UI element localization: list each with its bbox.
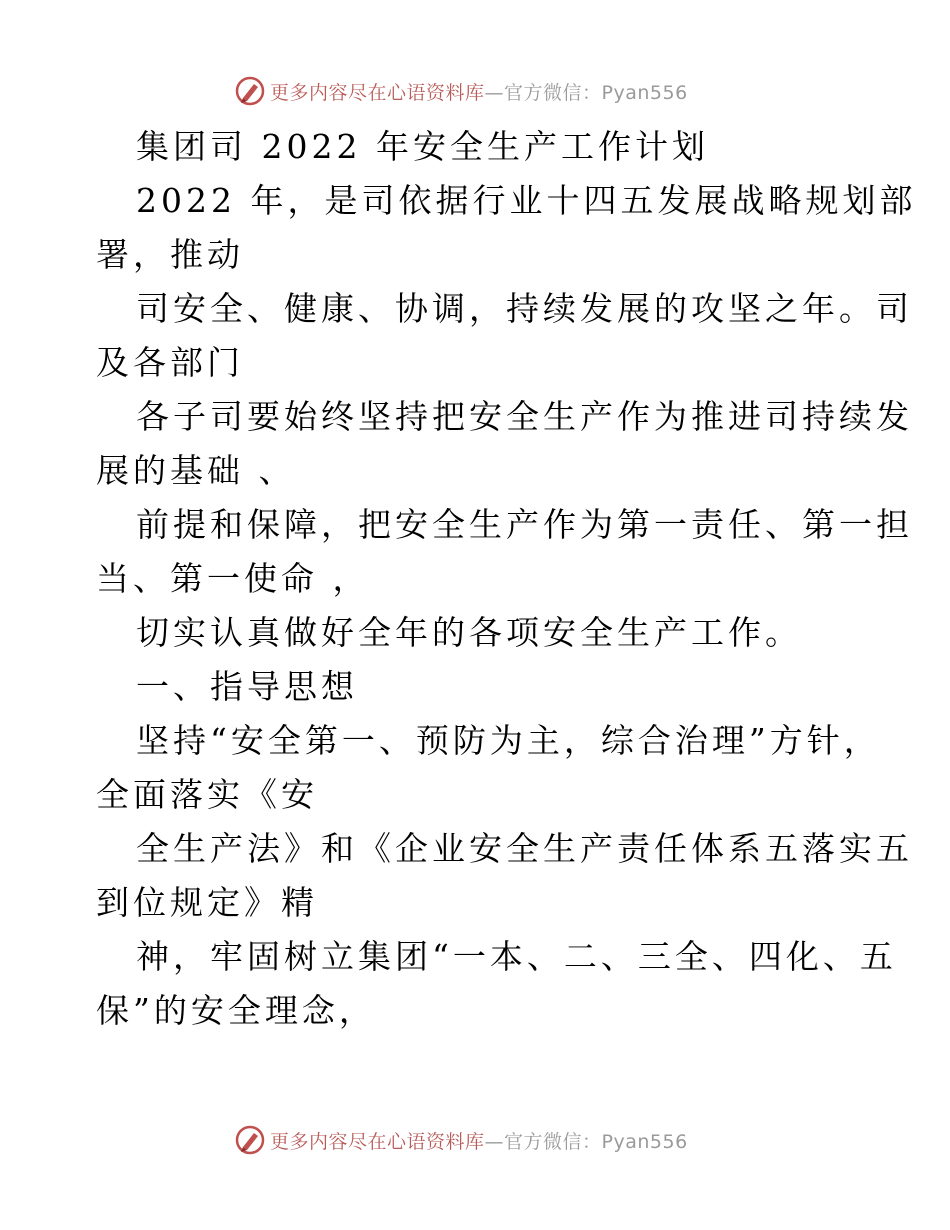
- text-line: 坚持“安全第一、预防为主，综合治理”方针，: [136, 721, 881, 760]
- text-line: 2022 年，是司依据行业十四五发展战略规划部: [136, 181, 917, 220]
- text-line: 一、指导思想: [136, 667, 358, 706]
- text-line: 神，牢固树立集团“一本、二、三全、四化、五: [136, 937, 897, 976]
- text-line: 保”的安全理念，: [96, 991, 376, 1030]
- header-watermark: [234, 74, 688, 108]
- text-line: 全生产法》和《企业安全生产责任体系五落实五: [136, 829, 913, 868]
- watermark-text: 更多内容尽在心语资料库—官方微信：Pyan556: [270, 81, 688, 104]
- text-line: 当、第一使命 ，: [96, 559, 370, 598]
- document-title: 集团司 2022 年安全生产工作计划: [136, 127, 709, 166]
- pen-logo-icon: [234, 75, 266, 107]
- text-line: 署，推动: [96, 235, 244, 274]
- footer-watermark: [234, 1123, 688, 1157]
- document-body: [96, 120, 917, 1038]
- pen-logo-icon: [234, 1124, 266, 1156]
- text-line: 全面落实《安: [96, 775, 318, 814]
- text-line: 各子司要始终坚持把安全生产作为推进司持续发: [136, 397, 913, 436]
- text-line: 切实认真做好全年的各项安全生产工作。: [136, 613, 802, 652]
- text-line: 司安全、健康、协调，持续发展的攻坚之年。司: [136, 289, 913, 328]
- text-line: 到位规定》精: [96, 883, 318, 922]
- text-line: 及各部门: [96, 343, 244, 382]
- text-line: 前提和保障，把安全生产作为第一责任、第一担: [136, 505, 913, 544]
- text-line: 展的基础 、: [96, 451, 296, 490]
- watermark-text: 更多内容尽在心语资料库—官方微信：Pyan556: [270, 1130, 688, 1153]
